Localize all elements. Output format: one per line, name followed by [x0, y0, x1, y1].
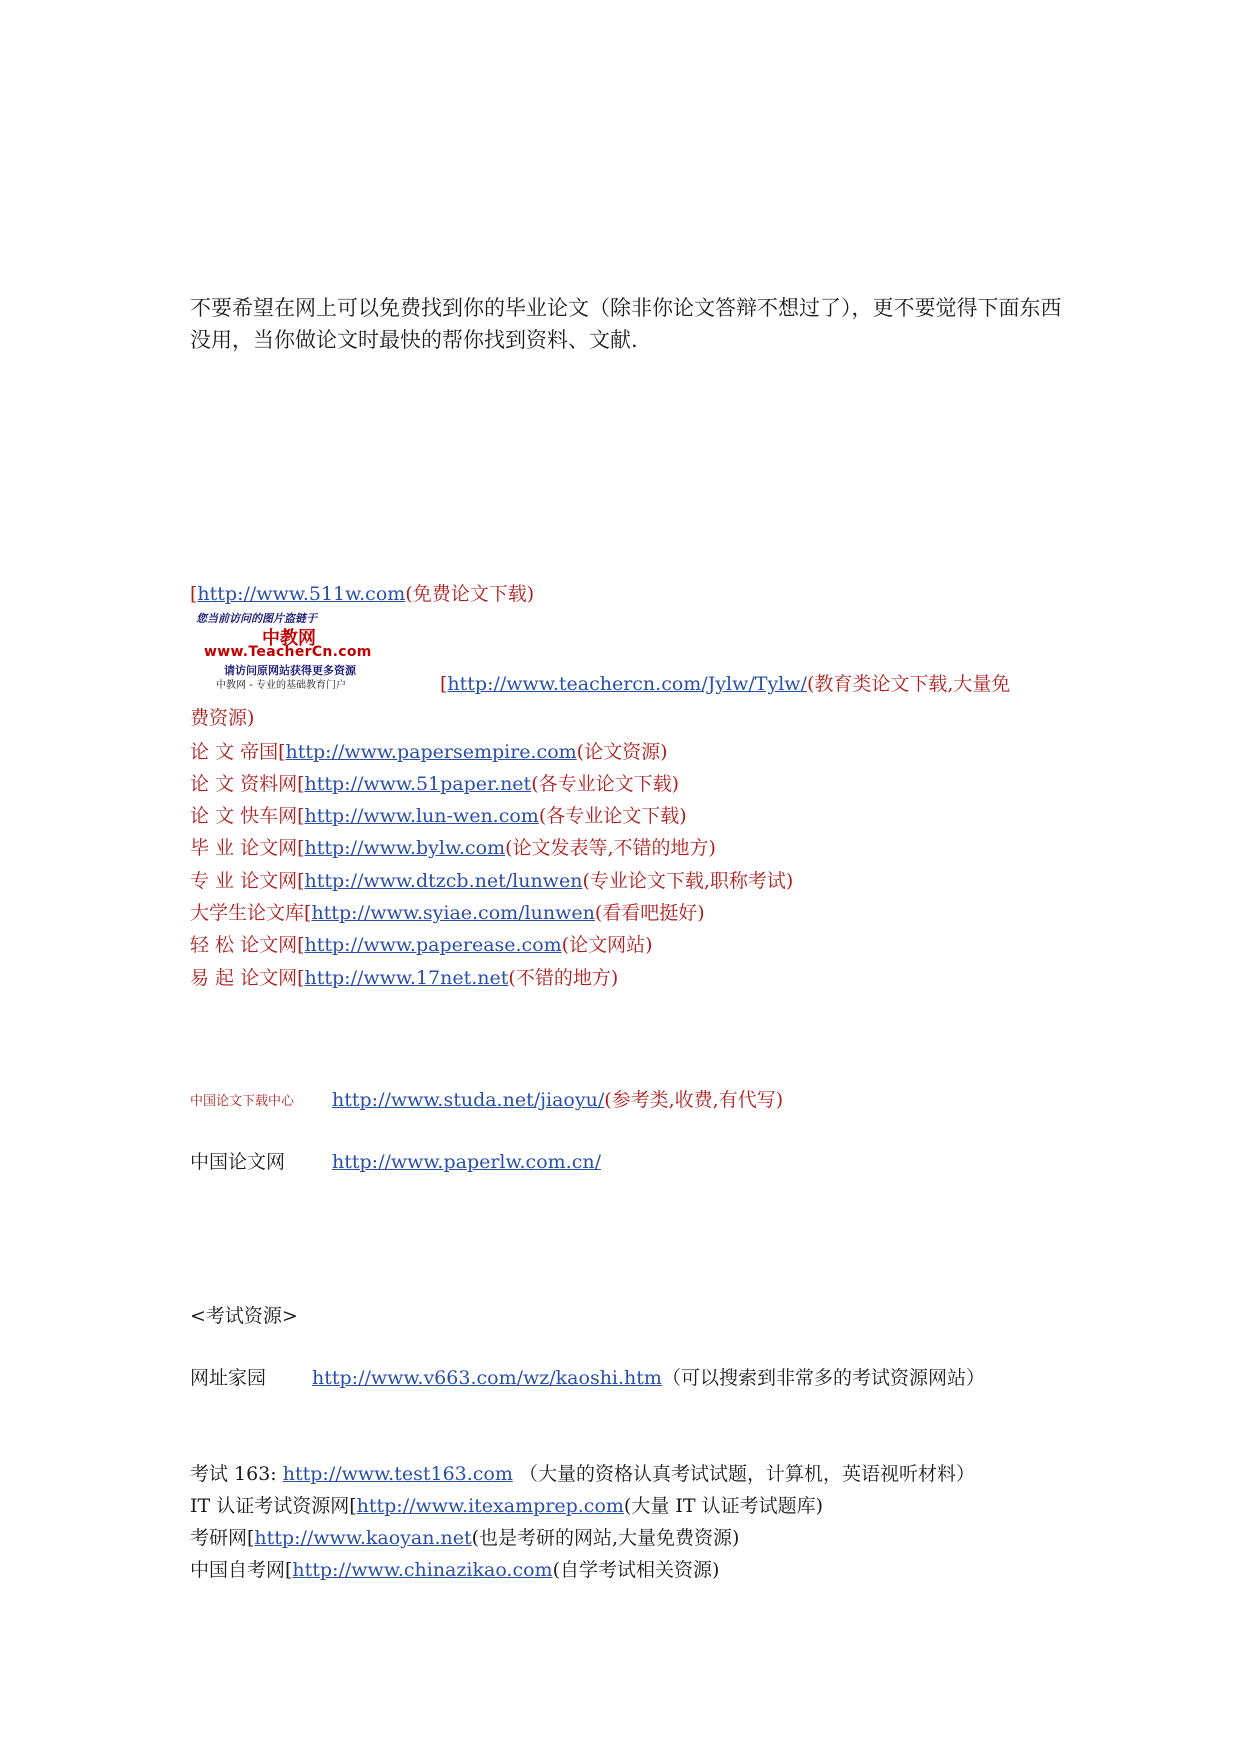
logo-tagline: 中教网 - 专业的基础教育门户 [216, 680, 346, 691]
item-note: (看看吧挺好) [594, 902, 705, 924]
item-note: (专业论文下载,职称考试) [582, 870, 794, 892]
item-label: 易 起 论文网 [190, 967, 298, 989]
logo-url: www.TeacherCn.com [204, 644, 372, 660]
list-item [190, 869, 793, 893]
note-studa: (参考类,收费,有代写) [604, 1089, 784, 1111]
bracket: [ [297, 805, 305, 827]
exam-item [190, 1526, 739, 1550]
list-item [190, 804, 687, 828]
item-note: (论文网站) [561, 934, 653, 956]
item-label: 轻 松 论文网 [190, 934, 298, 956]
item-note: (各专业论文下载) [531, 773, 680, 795]
link-paperlw[interactable]: http://www.paperlw.com.cn/ [332, 1151, 601, 1173]
entry-teachercn [440, 672, 1010, 696]
item-note: (论文资源) [576, 741, 668, 763]
bracket: [ [297, 837, 305, 859]
item-link[interactable]: http://www.syiae.com/lunwen [311, 902, 595, 924]
exam-note: (大量 IT 认证考试题库) [623, 1495, 823, 1517]
bracket: [ [297, 773, 305, 795]
exam-link[interactable]: http://www.itexamprep.com [356, 1495, 624, 1517]
item-link[interactable]: http://www.17net.net [304, 967, 509, 989]
link-studa[interactable]: http://www.studa.net/jiaoyu/ [332, 1089, 605, 1111]
exam-note: (也是考研的网站,大量免费资源) [471, 1527, 740, 1549]
list-item [190, 772, 679, 796]
teachercn-logo-image [190, 610, 430, 690]
paperlw-label: 中国论文网 [190, 1151, 286, 1173]
item-label: 大学生论文库 [190, 902, 305, 924]
bracket: [ [297, 967, 305, 989]
item-label: 论 文 帝国 [190, 741, 279, 763]
item-label: 专 业 论文网 [190, 870, 298, 892]
list-item [190, 933, 652, 957]
note-511w: (免费论文下载) [405, 583, 535, 605]
item-label: 毕 业 论文网 [190, 837, 298, 859]
item-link[interactable]: http://www.51paper.net [304, 773, 532, 795]
item-label: 论 文 资料网 [190, 773, 298, 795]
item-label: 论 文 快车网 [190, 805, 298, 827]
item-link[interactable]: http://www.dtzcb.net/lunwen [304, 870, 583, 892]
intro-paragraph: 不要希望在网上可以免费找到你的毕业论文（除非你论文答辩不想过了），更不要觉得下面东西没用，当你做论文时最快的帮你找到资料、文献. [190, 296, 1062, 352]
exam-link[interactable]: http://www.test163.com [282, 1463, 513, 1485]
exam-link[interactable]: http://www.chinazikao.com [292, 1559, 553, 1581]
item-note: (各专业论文下载) [538, 805, 687, 827]
entry-paperlw [332, 1150, 601, 1174]
list-item [190, 740, 668, 764]
studa-label: 中国论文下载中心 [190, 1094, 295, 1109]
exam-link[interactable]: http://www.kaoyan.net [254, 1527, 472, 1549]
link-teachercn[interactable]: http://www.teachercn.com/Jylw/Tylw/ [447, 673, 807, 695]
item-link[interactable]: http://www.lun-wen.com [304, 805, 539, 827]
link-v663[interactable]: http://www.v663.com/wz/kaoshi.htm [312, 1367, 662, 1389]
bracket: [ [297, 870, 305, 892]
exam-note: (自学考试相关资源) [552, 1559, 720, 1581]
bracket: [ [190, 583, 198, 605]
logo-visit: 请访问原网站获得更多资源 [224, 664, 356, 677]
list-item [190, 836, 716, 860]
bracket: [ [278, 741, 286, 763]
bracket: [ [440, 673, 448, 695]
exam-label: IT 认证考试资源网[ [190, 1495, 357, 1517]
logo-caption: 您当前访问的图片盗链于 [196, 612, 317, 625]
exam-label: 考研网[ [190, 1527, 255, 1549]
item-link[interactable]: http://www.bylw.com [304, 837, 506, 859]
note-v663: （可以搜索到非常多的考试资源网站） [661, 1367, 985, 1389]
exam-label: 中国自考网[ [190, 1559, 293, 1581]
list-item [190, 901, 705, 925]
list-item [190, 966, 618, 990]
exam-note: （大量的资格认真考试试题，计算机，英语视听材料） [518, 1463, 975, 1485]
link-511w[interactable]: http://www.511w.com [197, 583, 406, 605]
item-link[interactable]: http://www.paperease.com [304, 934, 562, 956]
exam-item [190, 1462, 975, 1486]
entry-v663 [312, 1366, 985, 1390]
bracket: [ [304, 902, 312, 924]
bracket: [ [297, 934, 305, 956]
exam-item [190, 1494, 823, 1518]
item-note: (不错的地方) [508, 967, 619, 989]
item-link[interactable]: http://www.papersempire.com [285, 741, 577, 763]
exam-heading: <考试资源> [190, 1305, 298, 1327]
entry-studa [332, 1088, 783, 1112]
note-teachercn: (教育类论文下载,大量免 [806, 673, 1011, 695]
exam-item [190, 1558, 719, 1582]
entry-511w [190, 582, 534, 606]
item-note: (论文发表等,不错的地方) [505, 837, 716, 859]
note-teachercn-cont: 费资源) [190, 707, 255, 729]
v663-label: 网址家园 [190, 1367, 267, 1389]
exam-label: 考试 163: [190, 1463, 277, 1485]
logo-name: 中教网 [262, 628, 316, 649]
